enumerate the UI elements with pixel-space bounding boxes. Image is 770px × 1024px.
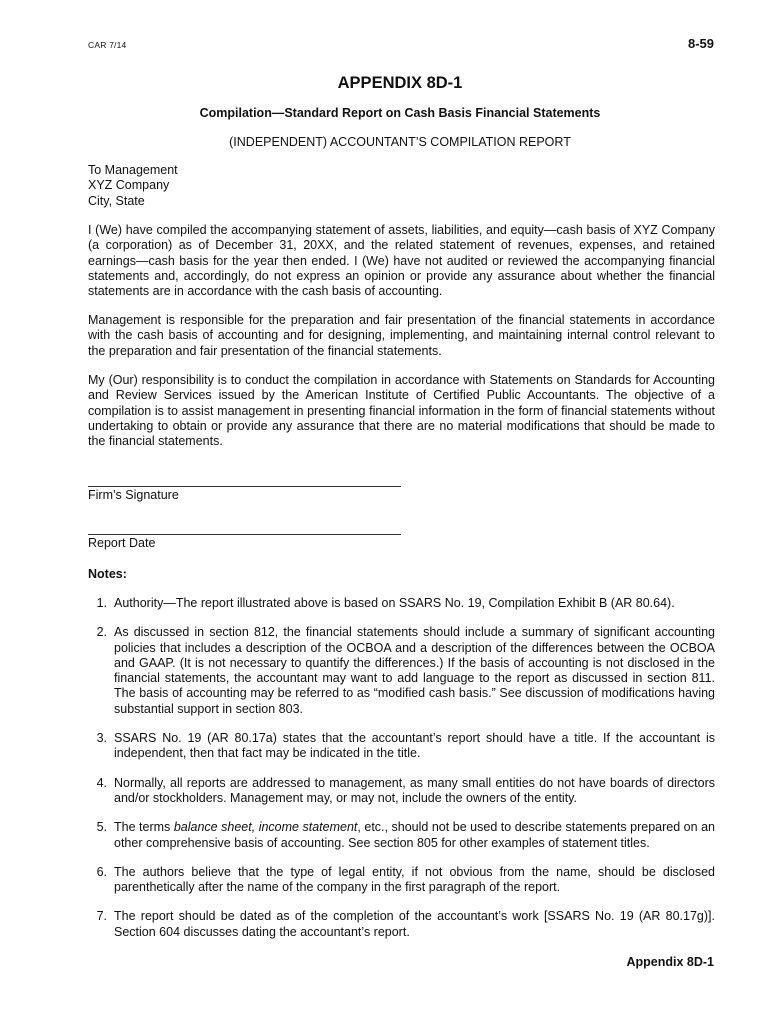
- notes-list: [88, 596, 715, 954]
- note-text: SSARS No. 19 (AR 80.17a) states that the accountant’s report should have a title. If the accountant is independent, then that fact may be indicated in the title.: [114, 731, 715, 761]
- note-number: 3.: [96, 731, 107, 746]
- report-date-label: Report Date: [88, 536, 156, 550]
- addressee-line: XYZ Company: [88, 178, 170, 193]
- note-number: 6.: [96, 864, 107, 879]
- note-text: As discussed in section 812, the financial statements should include a summary of significant accounting policies that includes a description of the OCBOA and a description of the differences between the OCBOA and GAAP. (It is not necessary to quantify the differences.) If the basis of accounting is not disclosed in the financial statements, the accountant may want to add language to the report as discussed in section 811. The basis of accounting may be referred to as “modified cash basis.” See discussion of modifications having substantial support in section 803.: [114, 625, 715, 716]
- note-item: [88, 731, 715, 762]
- note-number: 5.: [96, 820, 107, 835]
- note-item: [88, 820, 715, 851]
- note-number: 1.: [96, 596, 107, 610]
- report-paragraph-3: My (Our) responsibility is to conduct the compilation in accordance with Statements on Standards for Accounting and Review Services issued by the American Institute of Certified Public Accountants. The objective of a compilation is to assist management in presenting financial information in the form of financial statements without undertaking to obtain or provide any assurance that there are no material modifications that should be made to the financial statements.: [88, 373, 715, 449]
- notes-heading: Notes:: [88, 567, 127, 581]
- report-paragraph-2: Management is responsible for the preparation and fair presentation of the financial statements in accordance with the cash basis of accounting and for designing, implementing, and maintaining internal control relevant to the preparation and fair presentation of the financial statements.: [88, 313, 715, 358]
- note-item: [88, 776, 715, 807]
- report-paragraph-1: I (We) have compiled the accompanying statement of assets, liabilities, and equity—cash basis of XYZ Company (a corporation) as of December 31, 20XX, and the related statement of revenues, expenses, and retained earnings—cash basis for the year then ended. I (We) have not audited or reviewed the accompanying financial statements and, accordingly, do not express an opinion or provide any assurance about whether the financial statements are in accordance with the cash basis of accounting.: [88, 223, 715, 299]
- report-title: (INDEPENDENT) ACCOUNTANT’S COMPILATION REPORT: [229, 135, 571, 149]
- edition-label: CAR 7/14: [88, 40, 127, 50]
- addressee-block: [88, 163, 715, 209]
- addressee-line: City, State: [88, 193, 145, 208]
- page-number: 8-59: [687, 36, 714, 51]
- report-date-line: [88, 534, 401, 535]
- note-text: The report should be dated as of the completion of the accountant’s work [SSARS No. 19 (AR 80.17g)]. Section 604 discusses dating the accountant’s report.: [114, 909, 715, 939]
- note-text-post: , etc., should not be used to describe statements prepared on an other comprehensive basis of accounting. See section 805 for other examples of statement titles.: [114, 820, 715, 850]
- note-number: 4.: [96, 775, 107, 790]
- note-item: [88, 909, 715, 940]
- firm-signature-line: [88, 486, 401, 487]
- note-text: The authors believe that the type of legal entity, if not obvious from the name, should be disclosed parenthetically after the name of the company in the first paragraph of the report.: [114, 864, 715, 895]
- note-text: [114, 820, 715, 851]
- addressee-line: To Management: [88, 163, 178, 177]
- footer-label: Appendix 8D-1: [626, 955, 714, 969]
- note-text: Authority—The report illustrated above is based on SSARS No. 19, Compilation Exhibit B (AR 80.64).: [114, 596, 675, 610]
- note-text-pre: The terms: [114, 820, 174, 835]
- note-number: 7.: [96, 909, 107, 924]
- note-item: [88, 625, 715, 717]
- note-item: [88, 596, 715, 611]
- note-item: [88, 865, 715, 896]
- appendix-title: APPENDIX 8D-1: [337, 74, 463, 92]
- appendix-subtitle: Compilation—Standard Report on Cash Basis Financial Statements: [199, 106, 601, 120]
- firm-signature-label: Firm’s Signature: [88, 488, 179, 502]
- note-text: Normally, all reports are addressed to management, as many small entities do not have boards of directors and/or stockholders. Management may, or may not, include the owners of the entity.: [114, 775, 715, 805]
- note-text-emphasis: balance sheet, income statement: [173, 820, 358, 835]
- note-number: 2.: [96, 625, 107, 640]
